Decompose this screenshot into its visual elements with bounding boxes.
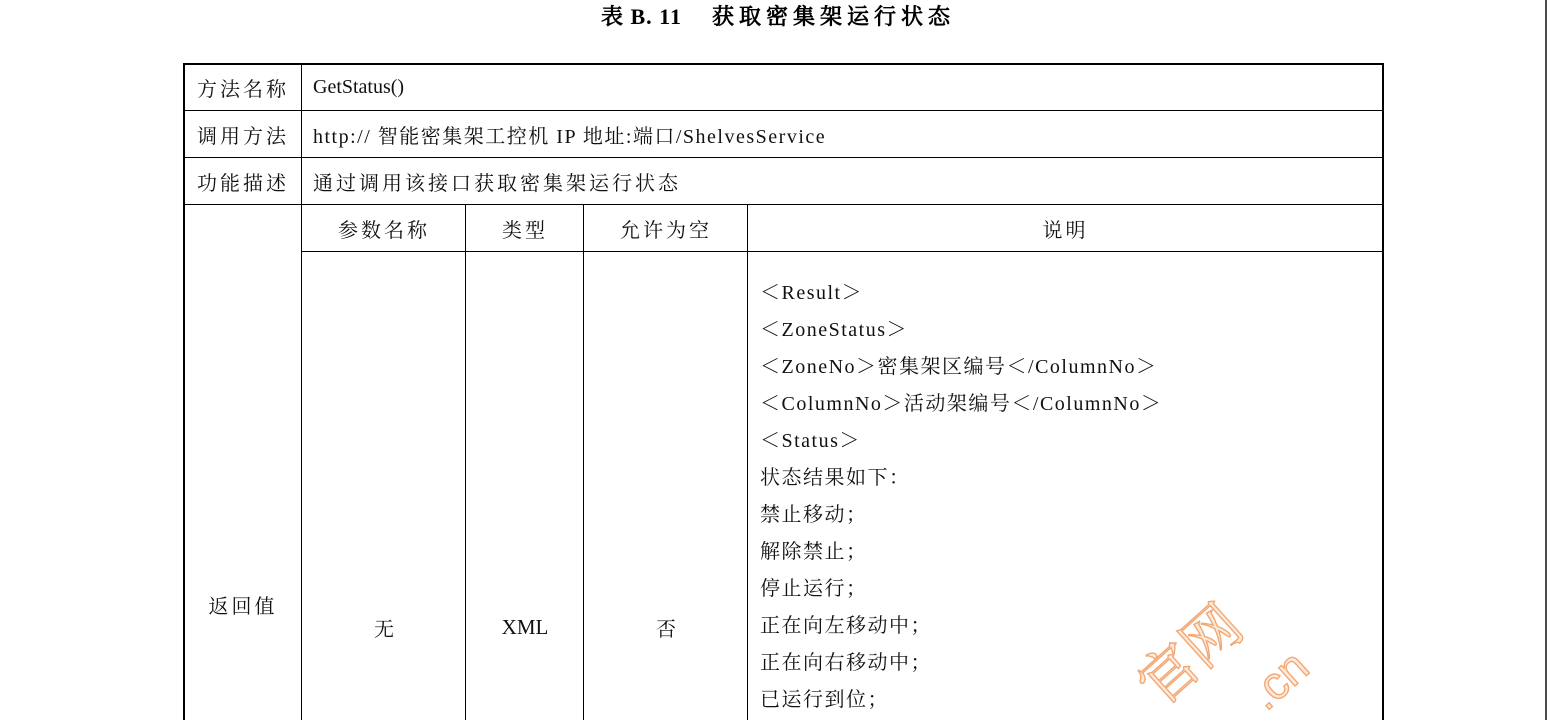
type-value: XML [501, 614, 549, 639]
description-line: 状态结果如下： [760, 467, 911, 489]
description-line: 禁止移动； [760, 504, 868, 526]
description-line: 正在向左移动中； [760, 615, 932, 637]
nullable-value: 否 [656, 618, 676, 641]
header-description: 说明 [1042, 220, 1089, 242]
description-line: 停止运行； [760, 578, 868, 600]
table-caption [601, 1, 955, 33]
table-title: 获取密集架运行状态 [711, 4, 955, 29]
description-line: 解除禁止； [760, 541, 868, 563]
description-line: ＜ZoneStatus＞ [760, 319, 908, 341]
header-param-name: 参数名称 [338, 220, 430, 242]
header-type: 类型 [502, 220, 548, 242]
watermark-text: 官网 [1124, 590, 1256, 720]
call-method-label: 调用方法 [197, 126, 289, 148]
description-text [760, 275, 1375, 720]
method-name-value: GetStatus() [313, 76, 405, 98]
function-description-value: 通过调用该接口获取密集架运行状态 [313, 173, 681, 195]
table-number: 表 B. 11 [601, 4, 682, 29]
return-value-label: 返回值 [208, 595, 278, 618]
table-border-right [1382, 63, 1384, 720]
call-method-value: http:// 智能密集架工控机 IP 地址:端口/ShelvesService [313, 126, 827, 148]
description-line: ＜ZoneNo＞密集架区编号＜/ColumnNo＞ [760, 356, 1158, 378]
description-line: 正在向右移动中； [760, 652, 932, 674]
watermark-domain: .cn [1237, 639, 1319, 720]
description-line: ＜Result＞ [760, 282, 864, 304]
header-nullable: 允许为空 [620, 220, 712, 242]
description-line: ＜Status＞ [760, 430, 861, 452]
param-name-value: 无 [374, 618, 394, 641]
function-description-label: 功能描述 [197, 173, 289, 195]
method-name-label: 方法名称 [197, 79, 289, 101]
description-line: ＜ColumnNo＞活动架编号＜/ColumnNo＞ [760, 393, 1163, 415]
description-line: 已运行到位； [760, 689, 889, 711]
page-edge-divider [1545, 0, 1547, 720]
